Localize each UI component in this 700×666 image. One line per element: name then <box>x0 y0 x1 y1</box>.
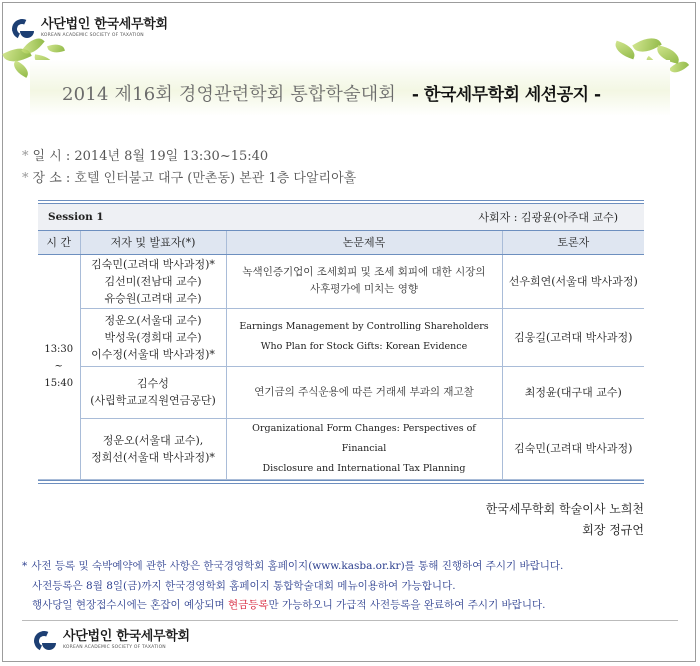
time-end: 15:40 <box>44 378 74 389</box>
logo-english-name: KOREAN ACADEMIC SOCIETY OF TAXATION <box>63 644 166 650</box>
author: 이수정(서울대 박사과정)* <box>91 347 215 361</box>
author: 정희선(서울대 박사과정)* <box>91 450 215 464</box>
authors-cell <box>80 308 226 366</box>
column-header-time: 시 간 <box>38 230 80 254</box>
logo-english-name: KOREAN ACADEMIC SOCIETY OF TAXATION <box>41 32 144 38</box>
table-row <box>38 308 644 366</box>
table-row <box>38 366 644 418</box>
session-header-row <box>38 204 644 230</box>
discussant-cell: 김숙민(고려대 박사과정) <box>502 418 644 479</box>
table-row <box>38 418 644 479</box>
discussant-cell: 선우희연(서울대 박사과정) <box>502 254 644 308</box>
paper-title-line: 사후평가에 미치는 영향 <box>309 283 419 295</box>
date-line <box>22 145 268 164</box>
paper-title-line: Earnings Management by Controlling Shareholders <box>239 321 489 332</box>
session-label: Session 1 <box>38 204 226 230</box>
discussant-cell: 김웅길(고려대 박사과정) <box>502 308 644 366</box>
column-header-discussant: 토론자 <box>502 230 644 254</box>
signature-director: 한국세무학회 학술이사 노희천 <box>485 502 644 516</box>
conference-title: 2014 제16회 경영관련학회 통합학술대회 <box>62 84 396 105</box>
paper-title-cell <box>226 366 502 418</box>
authors-cell <box>80 254 226 308</box>
column-header-authors: 저자 및 발표자(*) <box>80 230 226 254</box>
paper-title-cell <box>226 308 502 366</box>
society-logo-footer <box>34 628 190 652</box>
cash-registration-highlight: 현금등록 <box>227 599 269 611</box>
bullet-star-icon: * <box>22 171 29 186</box>
notice-text: 행사당일 현장접수시에는 혼잡이 예상되며 <box>32 599 228 611</box>
footer-divider <box>22 620 678 621</box>
society-emblem-icon <box>34 628 58 652</box>
page-title <box>62 80 601 106</box>
paper-title-line: 녹색인증기업이 조세회피 및 조세 회피에 대한 시장의 <box>242 266 486 278</box>
notice-line: 사전등록은 8월 8일(금)까지 한국경영학회 홈페이지 통합학술대회 메뉴이용하여 가능합니다. <box>32 580 456 592</box>
note-star-icon: * <box>22 560 28 572</box>
time-cell <box>38 254 80 479</box>
author: 박성욱(경희대 교수) <box>104 330 202 344</box>
authors-cell <box>80 366 226 418</box>
author: 정운오(서울대 교수) <box>104 313 202 327</box>
time-start: 13:30 <box>44 344 74 355</box>
time-separator: ~ <box>54 361 63 372</box>
author: 정운오(서울대 교수), <box>102 433 204 447</box>
paper-title-cell <box>226 418 502 479</box>
signature-president: 회장 정규언 <box>582 523 644 537</box>
logo-korean-name: 사단법인 한국세무학회 <box>63 628 190 644</box>
author: 유승원(고려대 교수) <box>104 291 202 305</box>
notice-line <box>32 597 545 612</box>
logo-korean-name: 사단법인 한국세무학회 <box>41 16 168 32</box>
discussant-cell: 최정윤(대구대 교수) <box>502 366 644 418</box>
place-text: 장 소 : 호텔 인터불고 대구 (만촌동) 본관 1층 다알리아홀 <box>32 171 357 186</box>
session-notice-title: - 한국세무학회 세션공지 - <box>411 85 601 105</box>
author: (사립학교교직원연금공단) <box>90 394 216 407</box>
table-bottom-rule <box>38 480 644 484</box>
place-line <box>22 167 356 186</box>
notice-line <box>22 558 563 573</box>
paper-title-cell <box>226 254 502 308</box>
paper-title-line: Disclosure and International Tax Planning <box>262 462 466 474</box>
paper-title-line: 연기금의 주식운용에 따른 거래세 부과의 재고찰 <box>254 385 474 398</box>
authors-cell <box>80 418 226 479</box>
paper-title-line: Who Plan for Stock Gifts: Korean Evidence <box>260 341 468 352</box>
notice-text: 사전 등록 및 숙박예약에 관한 사항은 한국경영학회 홈페이지(www.kasba.or.kr)를 통해 진행하여 주시기 바랍니다. <box>31 560 564 572</box>
author: 김수성 <box>137 377 169 390</box>
society-logo <box>12 16 168 40</box>
moderator: 사회자 : 김광윤(아주대 교수) <box>226 204 644 230</box>
session-table <box>38 200 644 484</box>
table-row <box>38 254 644 308</box>
date-text: 일 시 : 2014년 8월 19일 13:30~15:40 <box>32 149 269 164</box>
column-header-paper-title: 논문제목 <box>226 230 502 254</box>
author: 김숙민(고려대 박사과정)* <box>91 257 215 271</box>
column-header-row <box>38 230 644 254</box>
bullet-star-icon: * <box>22 149 29 164</box>
paper-title-line: Organizational Form Changes: Perspectives of Financial <box>252 422 476 454</box>
notice-text: 만 가능하오니 가급적 사전등록을 완료하여 주시기 바랍니다. <box>268 599 546 611</box>
author: 김선미(전남대 교수) <box>104 274 202 288</box>
society-emblem-icon <box>12 16 36 40</box>
